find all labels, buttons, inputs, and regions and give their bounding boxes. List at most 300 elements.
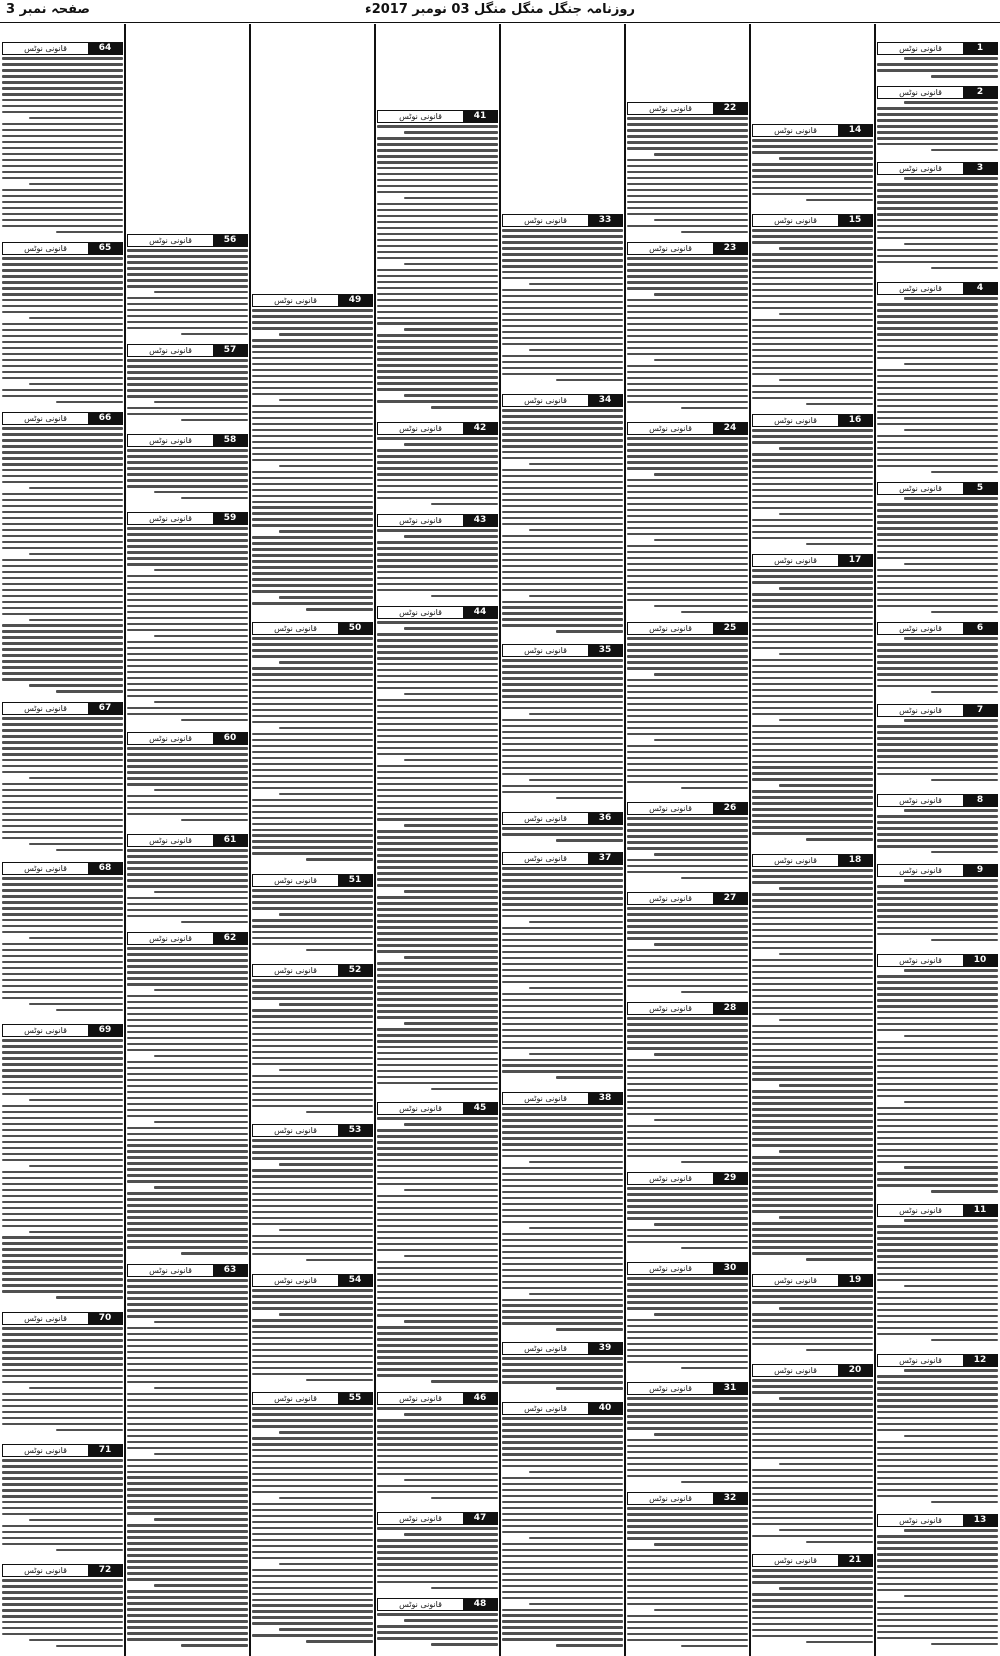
text-line xyxy=(806,838,873,841)
text-line xyxy=(2,717,123,720)
text-line xyxy=(752,1581,873,1584)
text-line xyxy=(779,1216,873,1219)
text-line xyxy=(127,1620,248,1623)
notice-header xyxy=(377,1392,498,1405)
notice-label: قانونی نوٹس xyxy=(899,164,942,173)
text-line xyxy=(2,967,123,970)
text-line xyxy=(252,1241,373,1244)
text-line xyxy=(502,1459,623,1462)
text-line xyxy=(127,327,248,330)
notice-body-text xyxy=(377,1117,498,1383)
text-line xyxy=(377,1368,498,1371)
text-line xyxy=(904,363,998,366)
text-line xyxy=(127,395,248,398)
text-line xyxy=(752,1439,873,1442)
notice-header xyxy=(877,1354,998,1367)
text-line xyxy=(502,1125,623,1128)
legal-notice xyxy=(2,242,123,408)
text-line xyxy=(627,1107,748,1110)
text-line xyxy=(181,1252,248,1255)
text-line xyxy=(502,1011,623,1014)
text-line xyxy=(252,1337,373,1340)
text-line xyxy=(404,693,498,696)
text-line xyxy=(377,621,498,624)
text-line xyxy=(627,581,748,584)
text-line xyxy=(252,715,373,718)
text-line xyxy=(627,533,748,536)
notice-body-text xyxy=(627,117,748,233)
text-line xyxy=(252,1045,373,1048)
notice-header xyxy=(2,862,123,875)
text-line xyxy=(502,1275,623,1278)
text-line xyxy=(627,1463,748,1466)
text-line xyxy=(252,745,373,748)
text-line xyxy=(127,1285,248,1288)
legal-notice xyxy=(2,412,123,698)
text-line xyxy=(502,683,623,686)
text-line xyxy=(627,733,748,736)
text-line xyxy=(252,1503,373,1506)
text-line xyxy=(127,551,248,554)
text-line xyxy=(877,1249,998,1252)
text-line xyxy=(2,1057,123,1060)
text-line xyxy=(252,1099,373,1102)
text-line xyxy=(2,87,123,90)
legal-notice xyxy=(877,162,998,278)
text-line xyxy=(252,673,373,676)
notice-header xyxy=(877,42,998,55)
text-line xyxy=(127,1560,248,1563)
text-line xyxy=(279,1497,373,1500)
text-line xyxy=(502,469,623,472)
text-line xyxy=(877,685,998,688)
text-line xyxy=(127,1590,248,1593)
text-line xyxy=(252,512,373,515)
text-line xyxy=(127,783,248,786)
notice-header xyxy=(752,214,873,227)
text-line xyxy=(127,1351,248,1354)
text-line xyxy=(752,761,873,764)
text-line xyxy=(377,992,498,995)
text-line xyxy=(904,177,998,180)
text-line xyxy=(2,335,123,338)
text-line xyxy=(502,1638,623,1641)
text-line xyxy=(377,1249,498,1252)
text-line xyxy=(2,457,123,460)
text-line xyxy=(502,957,623,960)
notice-header xyxy=(877,282,998,295)
text-line xyxy=(2,1135,123,1138)
text-line xyxy=(502,1203,623,1206)
text-line xyxy=(252,542,373,545)
text-line xyxy=(877,909,998,912)
text-line xyxy=(2,529,123,532)
text-line xyxy=(154,891,248,894)
text-line xyxy=(877,219,998,222)
text-line xyxy=(931,939,998,942)
notice-header xyxy=(877,162,998,175)
notice-body-text xyxy=(752,139,873,201)
notice-number-badge: 51 xyxy=(338,875,372,886)
notice-body-text xyxy=(252,979,373,1113)
legal-notice xyxy=(877,864,998,950)
text-line xyxy=(377,1338,498,1341)
text-line xyxy=(877,655,998,658)
text-line xyxy=(127,1246,248,1249)
text-line xyxy=(627,263,748,266)
text-line xyxy=(627,1355,748,1358)
text-line xyxy=(252,943,373,946)
text-line xyxy=(431,503,498,506)
text-line xyxy=(2,353,123,356)
text-line xyxy=(627,1301,748,1304)
text-line xyxy=(252,763,373,766)
text-line xyxy=(252,1413,373,1416)
text-line xyxy=(779,1307,873,1310)
text-line xyxy=(931,75,998,78)
text-line xyxy=(377,914,498,917)
text-line xyxy=(627,1041,748,1044)
text-line xyxy=(752,677,873,680)
text-line xyxy=(627,1513,748,1516)
text-line xyxy=(2,735,123,738)
text-line xyxy=(627,1621,748,1624)
text-line xyxy=(377,1219,498,1222)
text-line xyxy=(752,537,873,540)
text-line xyxy=(377,860,498,863)
text-line xyxy=(377,789,498,792)
text-line xyxy=(127,563,248,566)
text-line xyxy=(377,741,498,744)
text-line xyxy=(627,275,748,278)
text-line xyxy=(377,645,498,648)
text-line xyxy=(127,953,248,956)
text-line xyxy=(127,1494,248,1497)
text-line xyxy=(752,778,873,781)
text-line xyxy=(752,1072,873,1075)
text-line xyxy=(2,901,123,904)
text-line xyxy=(252,1485,373,1488)
text-line xyxy=(29,777,123,780)
text-line xyxy=(627,1615,748,1618)
notice-number-badge: 49 xyxy=(338,295,372,306)
text-line xyxy=(252,1295,373,1298)
text-line xyxy=(502,1070,623,1073)
notice-header xyxy=(752,1364,873,1377)
text-line xyxy=(127,801,248,804)
text-line xyxy=(252,985,373,988)
text-line xyxy=(502,951,623,954)
text-line xyxy=(752,1523,873,1526)
text-line xyxy=(627,449,748,452)
text-line xyxy=(252,889,373,892)
text-line xyxy=(2,877,123,880)
notice-body-text xyxy=(877,101,998,151)
text-line xyxy=(681,1161,748,1164)
text-line xyxy=(627,907,748,910)
text-line xyxy=(2,63,123,66)
text-line xyxy=(627,443,748,446)
notice-number-badge: 48 xyxy=(463,1599,497,1610)
notice-number-badge: 66 xyxy=(88,413,122,424)
text-line xyxy=(2,427,123,430)
text-line xyxy=(127,1174,248,1177)
text-line xyxy=(779,653,873,656)
text-line xyxy=(752,349,873,352)
text-line xyxy=(627,593,748,596)
text-line xyxy=(252,817,373,820)
text-line xyxy=(752,1090,873,1093)
legal-notice xyxy=(877,622,998,700)
text-line xyxy=(377,1437,498,1440)
text-line xyxy=(377,1177,498,1180)
text-line xyxy=(502,1465,623,1468)
text-line xyxy=(752,337,873,340)
text-line xyxy=(752,772,873,775)
text-line xyxy=(529,283,623,286)
text-line xyxy=(627,177,748,180)
text-line xyxy=(127,1369,248,1372)
text-line xyxy=(779,379,873,382)
text-line xyxy=(627,515,748,518)
text-line xyxy=(627,781,748,784)
text-line xyxy=(377,485,498,488)
text-line xyxy=(752,1635,873,1638)
text-line xyxy=(502,701,623,704)
notice-label: قانونی نوٹس xyxy=(899,88,942,97)
text-line xyxy=(627,455,748,458)
text-line xyxy=(377,1309,498,1312)
text-line xyxy=(252,979,373,982)
text-line xyxy=(2,1621,123,1624)
text-line xyxy=(154,989,248,992)
text-line xyxy=(877,1489,998,1492)
notice-body-text xyxy=(252,637,373,861)
legal-notice xyxy=(252,964,373,1120)
text-line xyxy=(877,399,998,402)
text-line xyxy=(502,761,623,764)
text-line xyxy=(502,677,623,680)
notice-label: قانونی نوٹس xyxy=(24,864,67,873)
legal-notice xyxy=(877,282,998,478)
text-line xyxy=(127,1381,248,1384)
text-line xyxy=(2,1483,123,1486)
text-line xyxy=(752,265,873,268)
text-line xyxy=(877,1119,998,1122)
text-line xyxy=(752,989,873,992)
text-line xyxy=(877,309,998,312)
text-line xyxy=(127,377,248,380)
text-line xyxy=(627,1451,748,1454)
text-line xyxy=(627,311,748,314)
text-line xyxy=(877,1453,998,1456)
notice-header xyxy=(752,1274,873,1287)
text-line xyxy=(127,1043,248,1046)
text-line xyxy=(752,689,873,692)
text-line xyxy=(279,913,373,916)
notice-label: قانونی نوٹس xyxy=(274,876,317,885)
text-line xyxy=(127,879,248,882)
notice-body-text xyxy=(877,1219,998,1341)
notice-header xyxy=(752,854,873,867)
text-line xyxy=(877,119,998,122)
text-line xyxy=(2,825,123,828)
notice-body-text xyxy=(877,719,998,781)
text-line xyxy=(877,1333,998,1336)
text-line xyxy=(127,1572,248,1575)
text-line xyxy=(627,1421,748,1424)
text-line xyxy=(779,1397,873,1400)
text-line xyxy=(904,1035,998,1038)
text-line xyxy=(2,997,123,1000)
notice-label: قانونی نوٹس xyxy=(899,484,942,493)
notice-body-text xyxy=(377,1613,498,1646)
text-line xyxy=(752,1475,873,1478)
text-line xyxy=(502,743,623,746)
text-line xyxy=(127,359,248,362)
text-line xyxy=(877,1011,998,1014)
text-line xyxy=(377,305,498,308)
text-line xyxy=(252,1081,373,1084)
text-line xyxy=(502,367,623,370)
text-line xyxy=(877,1005,998,1008)
text-line xyxy=(877,885,998,888)
text-line xyxy=(752,1114,873,1117)
text-line xyxy=(127,1097,248,1100)
text-line xyxy=(2,293,123,296)
notice-header xyxy=(127,434,248,447)
text-line xyxy=(377,1231,498,1234)
text-line xyxy=(252,1307,373,1310)
text-line xyxy=(627,1349,748,1352)
text-line xyxy=(127,1079,248,1082)
text-line xyxy=(681,787,748,790)
text-line xyxy=(377,161,498,164)
notice-number-badge: 36 xyxy=(588,813,622,824)
text-line xyxy=(252,1039,373,1042)
text-line xyxy=(377,1581,498,1584)
text-line xyxy=(2,759,123,762)
legal-notice xyxy=(127,234,248,340)
text-line xyxy=(404,956,498,959)
notice-label: قانونی نوٹس xyxy=(774,556,817,565)
text-line xyxy=(2,831,123,834)
text-line xyxy=(627,479,748,482)
text-line xyxy=(529,1471,623,1474)
text-line xyxy=(377,1129,498,1132)
text-line xyxy=(627,1475,748,1478)
text-line xyxy=(377,920,498,923)
text-line xyxy=(752,1049,873,1052)
text-line xyxy=(752,169,873,172)
text-line xyxy=(752,1066,873,1069)
text-line xyxy=(752,229,873,232)
text-line xyxy=(752,367,873,370)
text-line xyxy=(2,213,123,216)
text-line xyxy=(752,483,873,486)
notice-number-badge: 55 xyxy=(338,1393,372,1404)
text-line xyxy=(752,605,873,608)
text-line xyxy=(252,1033,373,1036)
text-line xyxy=(252,1367,373,1370)
text-line xyxy=(154,1055,248,1058)
text-line xyxy=(877,1583,998,1586)
text-line xyxy=(502,547,623,550)
text-line xyxy=(877,731,998,734)
text-line xyxy=(627,1507,748,1510)
notice-body-text xyxy=(752,229,873,405)
text-line xyxy=(252,1557,373,1560)
text-line xyxy=(2,171,123,174)
notice-label: قانونی نوٹس xyxy=(649,894,692,903)
text-line xyxy=(377,1261,498,1264)
text-line xyxy=(29,383,123,386)
text-line xyxy=(2,1248,123,1251)
text-line xyxy=(2,99,123,102)
notice-body-text xyxy=(377,1527,498,1589)
text-line xyxy=(127,449,248,452)
text-line xyxy=(627,685,748,688)
text-line xyxy=(752,1174,873,1177)
text-line xyxy=(627,859,748,862)
text-line xyxy=(627,305,748,308)
text-line xyxy=(252,1181,373,1184)
text-line xyxy=(752,1168,873,1171)
text-line xyxy=(502,1585,623,1588)
legal-notice xyxy=(627,242,748,418)
text-line xyxy=(2,1183,123,1186)
notice-body-text xyxy=(627,437,748,613)
text-line xyxy=(502,773,623,776)
notice-number-badge: 10 xyxy=(963,955,997,966)
text-line xyxy=(252,1425,373,1428)
text-line xyxy=(627,1457,748,1460)
legal-notice xyxy=(502,812,623,848)
text-line xyxy=(377,944,498,947)
text-line xyxy=(627,691,748,694)
text-line xyxy=(752,1331,873,1334)
text-line xyxy=(877,1625,998,1628)
text-line xyxy=(2,439,123,442)
notice-number-badge: 25 xyxy=(713,623,747,634)
text-line xyxy=(377,926,498,929)
text-line xyxy=(529,1603,623,1606)
text-line xyxy=(752,611,873,614)
notice-label: قانونی نوٹس xyxy=(524,814,567,823)
text-line xyxy=(627,1023,748,1026)
text-line xyxy=(252,548,373,551)
text-line xyxy=(127,389,248,392)
text-line xyxy=(627,757,748,760)
text-line xyxy=(127,867,248,870)
text-line xyxy=(904,637,998,640)
notice-number-badge: 47 xyxy=(463,1513,497,1524)
notice-label: قانونی نوٹس xyxy=(24,244,67,253)
text-line xyxy=(779,1463,873,1466)
text-line xyxy=(752,361,873,364)
text-line xyxy=(502,885,623,888)
legal-notice xyxy=(752,554,873,850)
text-line xyxy=(377,1545,498,1548)
text-line xyxy=(752,1535,873,1538)
text-line xyxy=(2,1333,123,1336)
text-line xyxy=(752,1517,873,1520)
legal-notice xyxy=(377,514,498,602)
text-line xyxy=(252,524,373,527)
text-line xyxy=(627,913,748,916)
text-line xyxy=(502,1626,623,1629)
text-line xyxy=(502,319,623,322)
